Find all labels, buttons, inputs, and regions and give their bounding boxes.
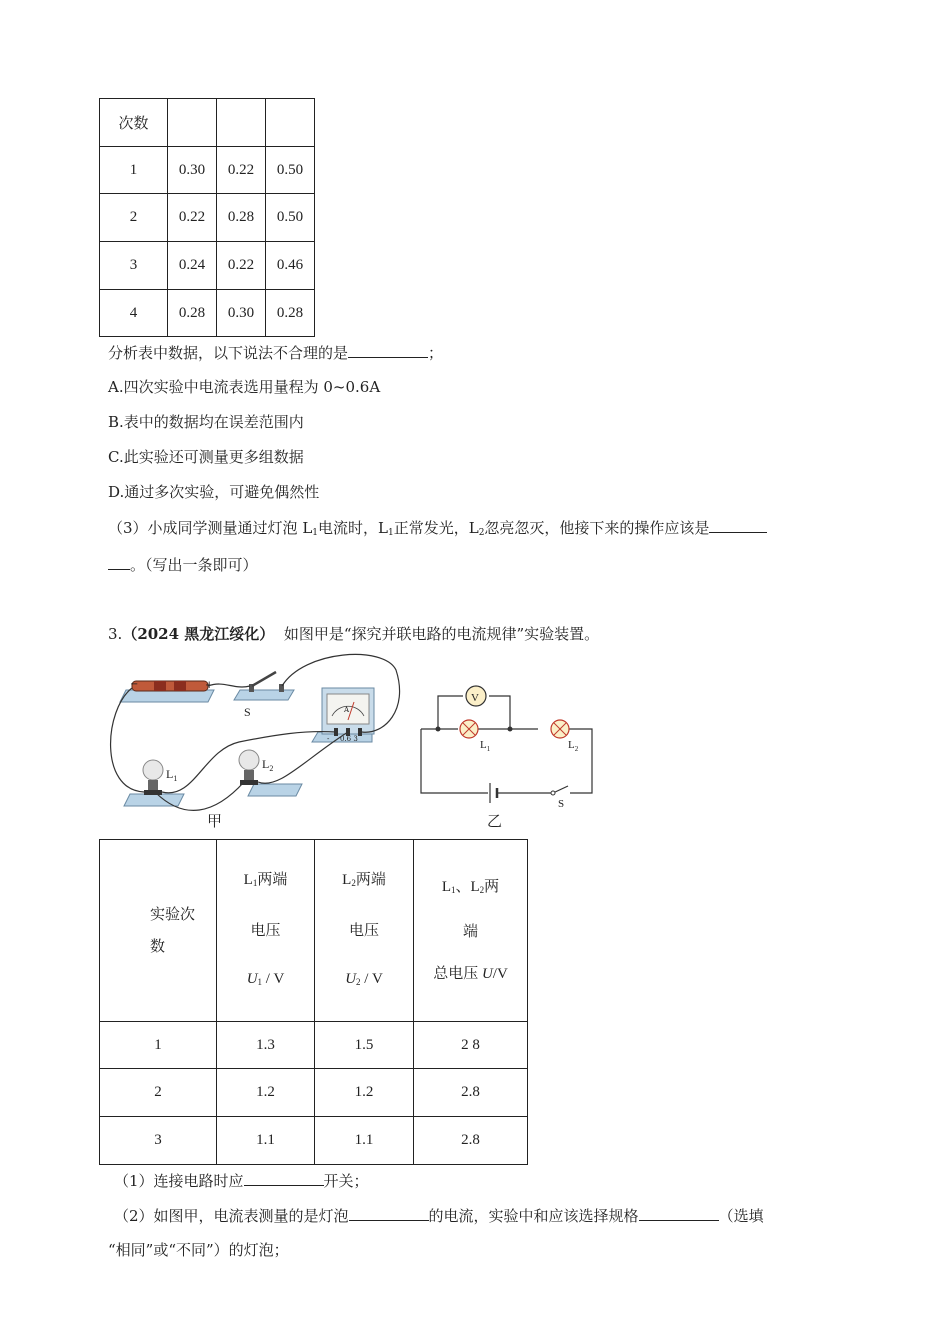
label-text: L	[262, 757, 270, 771]
header-text: 两端	[257, 871, 288, 888]
table-cell: 0.50	[266, 147, 315, 194]
table-cell: 0.50	[266, 194, 315, 242]
problem-3-heading	[108, 624, 599, 644]
q3-text: 。（写出一条即可）	[130, 556, 258, 574]
q-text: （1）连接电路时应	[114, 1172, 244, 1190]
voltmeter-label: V	[471, 692, 479, 704]
q3-text: （3）小成同学测量通过灯泡 L	[108, 519, 313, 537]
answer-blank[interactable]	[108, 554, 130, 570]
subscript: 1	[450, 885, 456, 895]
option-c: C.此实验还可测量更多组数据	[108, 448, 304, 466]
table-row	[100, 290, 315, 337]
table-header-cell	[266, 99, 315, 147]
question-3-line1	[108, 517, 767, 543]
circuit-diagram	[418, 680, 608, 822]
battery-minus-label: −	[130, 679, 139, 690]
table-row	[100, 1117, 528, 1165]
table-cell: 1.1	[217, 1117, 315, 1165]
table-cell: 1.2	[315, 1069, 414, 1117]
table-header-cell	[217, 99, 266, 147]
header-text: U	[345, 970, 357, 987]
problem-source: （2024 黑龙江绥化）	[122, 625, 275, 643]
question-3-line2	[108, 554, 258, 575]
header-line: 电压	[348, 922, 379, 939]
table-cell: 2.8	[414, 1069, 528, 1117]
question-text: 分析表中数据，以下说法不合理的是	[108, 344, 349, 362]
diagram-l1-label	[480, 739, 491, 753]
table-cell: 0.28	[266, 290, 315, 337]
option-d: D.通过多次实验，可避免偶然性	[108, 483, 320, 501]
table-cell: 0.22	[168, 194, 217, 242]
header-text: 、L	[455, 879, 480, 895]
header-line	[315, 955, 413, 1006]
question-text-end: ；	[428, 344, 444, 362]
label-text: L	[166, 767, 174, 781]
voltage-data-table	[99, 839, 528, 1165]
subscript: 2	[269, 764, 274, 773]
table-header-cell	[414, 840, 528, 1022]
table-cell: 3	[100, 1117, 217, 1165]
table-row	[100, 1022, 528, 1069]
voltmeter-icon	[466, 686, 486, 706]
battery-icon	[120, 679, 214, 702]
q-text: 的电流，实验中和应该选择规格	[428, 1207, 639, 1225]
table-cell: 1.2	[217, 1069, 315, 1117]
subscript: 2	[478, 528, 485, 538]
q3-text: 电流时，L	[318, 519, 388, 537]
lamp-l2-icon	[239, 750, 302, 796]
header-line: 电压	[250, 922, 281, 939]
table-cell: 2	[100, 1069, 217, 1117]
table-cell: 0.30	[168, 147, 217, 194]
table-cell: 4	[100, 290, 168, 337]
header-text: 实验次数	[150, 906, 196, 955]
table-cell: 1	[100, 1022, 217, 1069]
table-cell: 1	[100, 147, 168, 194]
figure-yi-caption: 乙	[487, 812, 503, 830]
subscript: 1	[486, 745, 491, 753]
table-cell: 0.46	[266, 242, 315, 290]
lamp-l1-label	[166, 767, 177, 783]
q3-text: 正常发光，L	[393, 519, 479, 537]
table-cell: 0.22	[217, 242, 266, 290]
question-2-stem	[108, 342, 443, 363]
subscript: 1	[252, 877, 258, 888]
apparatus-figure	[104, 650, 404, 832]
header-text: 两	[484, 879, 500, 895]
junction-dot	[436, 727, 441, 732]
lamp-l1-icon	[124, 760, 184, 806]
lamp-l2-symbol-icon	[551, 720, 569, 738]
table-cell: 0.30	[217, 290, 266, 337]
q-text: 开关；	[323, 1172, 369, 1190]
header-line	[315, 856, 413, 907]
q3-text: 忽亮忽灭，他接下来的操作应该是	[484, 519, 710, 537]
p3-question-2-line1	[114, 1205, 764, 1226]
answer-blank[interactable]	[709, 517, 767, 533]
table-cell: 2 8	[414, 1022, 528, 1069]
table-cell: 2	[100, 194, 168, 242]
p3-question-2-line2: “相同”或“不同”）的灯泡；	[108, 1241, 289, 1259]
label-text: L	[480, 739, 487, 751]
header-text: L	[441, 879, 451, 895]
header-text: /V	[492, 966, 508, 982]
header-text: L	[243, 871, 253, 888]
table-row	[100, 194, 315, 242]
ammeter-terminals-label: 0.6 3	[340, 735, 358, 743]
switch-label: S	[244, 705, 251, 719]
q-text: （选填	[718, 1207, 764, 1225]
table-cell: 2.8	[414, 1117, 528, 1165]
header-text: 总电压	[433, 966, 482, 982]
answer-blank[interactable]	[349, 1205, 429, 1221]
battery-plus-label: +	[205, 680, 214, 691]
switch-icon	[234, 672, 294, 700]
subscript: 2	[351, 877, 356, 888]
header-line	[217, 955, 314, 1006]
header-text: L	[342, 871, 352, 888]
table-row	[100, 1069, 528, 1117]
table-header-cell	[217, 840, 315, 1022]
answer-blank[interactable]	[244, 1170, 324, 1186]
header-line	[217, 856, 314, 907]
p3-question-1	[114, 1170, 369, 1191]
lamp-l2-label	[262, 757, 273, 773]
diagram-switch-label: S	[558, 798, 565, 810]
table-header-cell: 次数	[100, 99, 168, 147]
table-cell: 1.5	[315, 1022, 414, 1069]
option-a: A.四次实验中电流表选用量程为 0~0.6A	[108, 378, 381, 396]
header-line	[414, 866, 527, 911]
table-cell: 0.28	[217, 194, 266, 242]
table-cell: 0.22	[217, 147, 266, 194]
subscript: 1	[173, 774, 178, 783]
junction-dot	[508, 727, 513, 732]
header-text: / V	[360, 970, 383, 987]
subscript: 2	[479, 885, 485, 895]
header-text: / V	[262, 970, 285, 987]
table-row	[100, 147, 315, 194]
table-cell: 3	[100, 242, 168, 290]
table-row	[100, 242, 315, 290]
circuit-wires	[421, 696, 592, 803]
subscript: 2	[574, 745, 579, 753]
option-b: B.表中的数据均在误差范围内	[108, 413, 304, 431]
header-line	[414, 953, 527, 995]
lamp-l1-symbol-icon	[460, 720, 478, 738]
table-header-cell	[315, 840, 414, 1022]
table-header-cell	[100, 840, 217, 1022]
q-text: （2）如图甲，电流表测量的是灯泡	[114, 1207, 349, 1225]
answer-blank[interactable]	[639, 1205, 719, 1221]
table-cell: 0.28	[168, 290, 217, 337]
table-header-cell	[168, 99, 217, 147]
switch-contact	[551, 791, 555, 795]
ammeter-label: A	[344, 706, 350, 714]
problem-stem: 如图甲是“探究并联电路的电流规律”实验装置。	[283, 625, 600, 643]
table-cell: 1.3	[217, 1022, 315, 1069]
header-line: 端	[462, 924, 478, 940]
subscript: 2	[356, 976, 361, 987]
header-text: U	[481, 966, 493, 982]
table-cell: 0.24	[168, 242, 217, 290]
header-text: U	[246, 970, 258, 987]
answer-blank[interactable]	[348, 342, 428, 358]
subscript: 1	[387, 528, 394, 538]
table-cell: 1.1	[315, 1117, 414, 1165]
subscript: 1	[257, 976, 263, 987]
subscript: 1	[312, 528, 319, 538]
header-text: 两端	[355, 871, 386, 888]
diagram-l2-label	[568, 739, 579, 753]
problem-number: 3.	[108, 625, 123, 643]
ammeter-minus-label: -	[327, 735, 330, 743]
label-text: L	[568, 739, 575, 751]
current-data-table	[99, 98, 315, 337]
figure-jia-caption: 甲	[207, 812, 223, 830]
